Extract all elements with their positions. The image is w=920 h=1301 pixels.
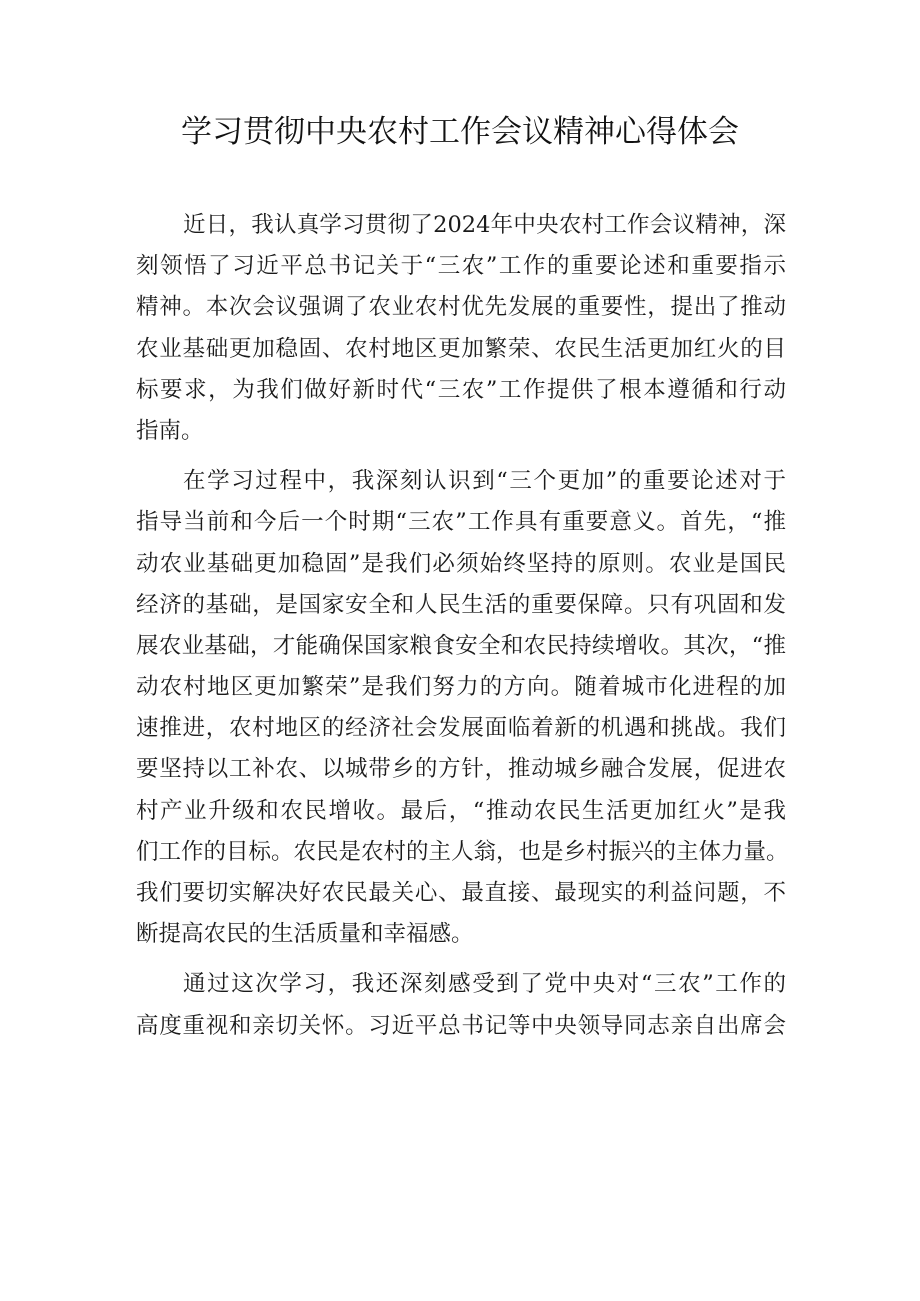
text-line: 通过这次学习，我还深刻感受到了党中央对“三农”工作的	[183, 971, 786, 998]
document-body	[136, 205, 789, 1056]
text-line: 经济的基础，是国家安全和人民生活的重要保障。只有巩固和发	[136, 591, 786, 618]
text-line: 近日，我认真学习贯彻了2024年中央农村工作会议精神，深	[183, 212, 786, 238]
text-line: 断提高农民的生活质量和幸福感。	[136, 921, 474, 948]
paragraph-2	[136, 461, 789, 955]
paragraph-1	[136, 205, 786, 452]
document-title: 学习贯彻中央农村工作会议精神心得体会	[181, 114, 739, 150]
text-line: 指导当前和今后一个时期“三农”工作具有重要意义。首先，“推	[136, 509, 786, 536]
text-line: 速推进，农村地区的经济社会发展面临着新的机遇和挑战。我们	[136, 715, 786, 742]
text-line: 高度重视和亲切关怀。习近平总书记等中央领导同志亲自出席会	[136, 1012, 786, 1039]
text-line: 农业基础更加稳固、农村地区更加繁荣、农民生活更加红火的目	[136, 335, 786, 362]
paragraph-3	[136, 964, 786, 1046]
text-line: 指南。	[136, 417, 204, 444]
text-line: 们工作的目标。农民是农村的主人翁，也是乡村振兴的主体力量。	[136, 838, 789, 865]
text-line: 我们要切实解决好农民最关心、最直接、最现实的利益问题，不	[136, 880, 786, 906]
text-line: 村产业升级和农民增收。最后，“推动农民生活更加红火”是我	[136, 797, 786, 824]
text-line: 展农业基础，才能确保国家粮食安全和农民持续增收。其次，“推	[136, 632, 786, 659]
text-line: 动农业基础更加稳固”是我们必须始终坚持的原则。农业是国民	[136, 550, 786, 577]
text-line: 在学习过程中，我深刻认识到“三个更加”的重要论述对于	[183, 468, 786, 495]
text-line: 标要求，为我们做好新时代“三农”工作提供了根本遵循和行动	[136, 376, 786, 403]
text-line: 动农村地区更加繁荣”是我们努力的方向。随着城市化进程的加	[136, 674, 786, 701]
text-line: 要坚持以工补农、以城带乡的方针，推动城乡融合发展，促进农	[136, 756, 786, 783]
text-line: 精神。本次会议强调了农业农村优先发展的重要性，提出了推动	[136, 294, 786, 321]
text-line: 刻领悟了习近平总书记关于“三农”工作的重要论述和重要指示	[136, 253, 786, 280]
